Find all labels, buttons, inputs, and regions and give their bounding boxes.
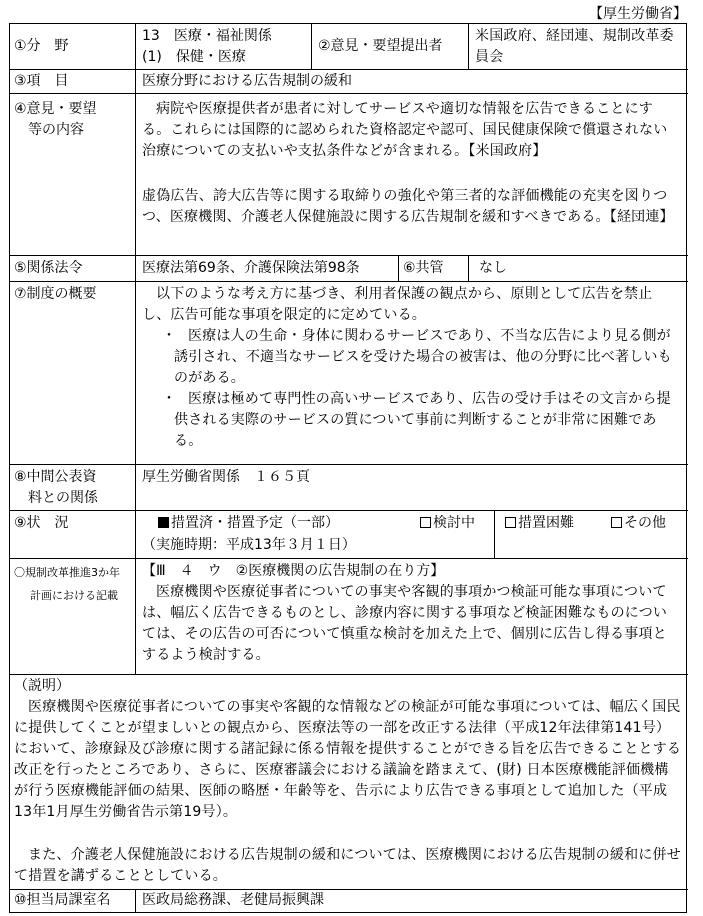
status-value-cell xyxy=(136,511,495,559)
plan-value-cell xyxy=(136,559,688,675)
system-label-cell xyxy=(10,282,136,465)
system-bullet-2: 医療は極めて専門性の高いサービスであり、広告の受け手はその文言から提供される実際のサービスの質について事前に判断することが非常に困難である。 xyxy=(174,391,671,449)
field-value-1: 13 医療・福祉関係 xyxy=(142,28,272,44)
office-value: 医政局総務課、老健局振興課 xyxy=(142,892,324,908)
joint-value: なし xyxy=(479,260,507,276)
plan-label-cell xyxy=(10,559,136,675)
explanation-para-2: また、介護老人保健施設における広告規制の緩和については、医療機関における広告規制の緩和に併せて措置を講ずることとしている。 xyxy=(14,847,681,884)
office-value-cell xyxy=(136,890,688,912)
laws-label-cell xyxy=(10,256,136,282)
explanation-para-1: 医療機関や医療従事者についての事実や客観的な情報などの検証が可能な事項については、幅広く国民に提供してくことが望ましいとの観点から、医療法等の一部を改正する法律（平成12年法律第141号）において、診療録及び診療に関する諸記録に係る情報を提供することができる旨を広告できることとする改正を行ったところであり、さらに、医療審議会における議論を踏まえて、(財) 日本医療機能評価機構が行う医療機能評価の結果、医師の略歴・年齢等を、告示により広告できる事項として追加した（平成13年1月厚生労働省告示第19号）。 xyxy=(14,699,682,820)
request-label-cell xyxy=(10,94,136,256)
interim-value-cell xyxy=(136,465,688,511)
request-para-2: 虚偽広告、誇大広告等に関する取締りの強化や第三者的な評価機能の充実を図りつつ、医療機関、介護老人保健施設に関する広告規制を緩和すべきである。【経団連】 xyxy=(142,188,674,225)
explanation-cell xyxy=(10,675,688,890)
status-option-1-label: 措置済・措置予定（一部） xyxy=(171,515,339,531)
status-option-4 xyxy=(611,513,666,534)
submitter-label-cell xyxy=(312,24,469,70)
status-option-2 xyxy=(420,513,475,534)
checkbox-filled-icon xyxy=(158,517,169,528)
joint-label: ⑥共管 xyxy=(403,260,444,276)
field-value-cell xyxy=(136,24,312,70)
system-bullet-1: 医療は人の生命・身体に関わるサービスであり、不当な広告により見る側が誘引され、不適当なサービスを受けた場合の被害は、他の分野に比べ著しいものがある。 xyxy=(174,328,672,386)
field-value-2: (1) 保健・医療 xyxy=(142,49,246,65)
item-value: 医療分野における広告規制の緩和 xyxy=(142,73,352,89)
joint-label-cell xyxy=(399,256,469,282)
submitter-value-cell xyxy=(469,24,688,70)
laws-value-cell xyxy=(136,256,399,282)
status-value-cell-2 xyxy=(495,511,688,559)
interim-label-2: 料との関係 xyxy=(28,490,98,506)
status-option-3-label: 措置困難 xyxy=(518,515,574,531)
plan-label-2: 計画における記載 xyxy=(30,589,118,602)
status-option-2-label: 検討中 xyxy=(433,515,475,531)
request-label-1: ④意見・要望 xyxy=(14,101,97,117)
status-option-4-label: その他 xyxy=(624,515,666,531)
laws-value: 医療法第69条、介護保険法第98条 xyxy=(142,260,360,276)
checkbox-empty-icon xyxy=(611,517,622,528)
status-option-1 xyxy=(158,513,339,534)
request-label-2: 等の内容 xyxy=(28,122,84,138)
form-table xyxy=(9,23,687,913)
system-value-cell xyxy=(136,282,688,465)
status-period: （実施時期：平成13年３月１日） xyxy=(142,537,356,553)
system-label: ⑦制度の概要 xyxy=(14,286,97,302)
explanation-label: （説明） xyxy=(14,678,70,694)
submitter-value: 米国政府、経団連、規制改革委員会 xyxy=(475,28,674,65)
ministry-label: 【厚生労働省】 xyxy=(589,6,687,22)
bullet-1-mark: ・ xyxy=(162,328,176,344)
status-label: ⑨状 況 xyxy=(14,515,69,531)
submitter-label: ②意見・要望提出者 xyxy=(318,38,443,54)
checkbox-empty-icon xyxy=(420,517,431,528)
status-label-cell xyxy=(10,511,136,559)
office-label: ⑩担当局課室名 xyxy=(14,892,111,908)
plan-body: 医療機関や医療従事者についての事実や客観的事項かつ検証可能な事項については、幅広く広告できるものとし、診療内容に関する事項など検証困難なものについては、その広告の可否について慎重な検討を加えた上で、個別に広告し得る事項とするよう検討する。 xyxy=(142,584,668,663)
bullet-2-mark: ・ xyxy=(162,391,176,407)
interim-value: 厚生労働省関係 １６５頁 xyxy=(142,469,310,485)
system-intro: 以下のような考え方に基づき、利用者保護の観点から、原則として広告を禁止し、広告可能な事項を限定的に定めている。 xyxy=(142,286,653,323)
office-label-cell xyxy=(10,890,136,912)
joint-value-cell xyxy=(469,256,688,282)
checkbox-empty-icon xyxy=(505,517,516,528)
interim-label-cell xyxy=(10,465,136,511)
field-label-cell xyxy=(10,24,136,70)
field-label: ①分 野 xyxy=(14,38,69,54)
interim-label-1: ⑧中間公表資 xyxy=(14,469,97,485)
request-para-1: 病院や医療提供者が患者に対してサービスや適切な情報を広告できることにする。これらには国際的に認められた資格認定や認可、国民健康保険で償還されない治療についての支払いや支払条件などが含まれる。【米国政府】 xyxy=(142,101,668,159)
item-label-cell xyxy=(10,70,136,94)
plan-label-1: 〇規制改革推進3か年 xyxy=(14,566,120,579)
plan-heading: 【Ⅲ ４ ウ ②医療機関の広告規制の在り方】 xyxy=(142,563,445,579)
status-option-3 xyxy=(505,513,574,534)
laws-label: ⑤関係法令 xyxy=(14,260,83,276)
item-label: ③項 目 xyxy=(14,73,69,89)
item-value-cell xyxy=(136,70,688,94)
request-value-cell xyxy=(136,94,688,256)
